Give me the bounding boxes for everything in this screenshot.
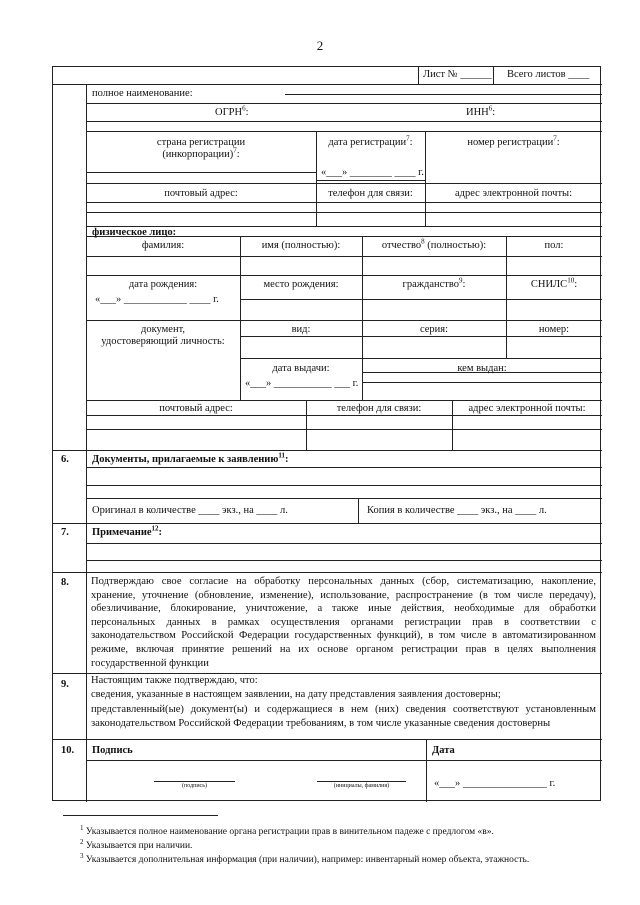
registration-number-label: номер регистрации$^7$: [467,134,560,148]
first-name-label: имя (полностью): [261,240,341,251]
section-7-title: Примечание$^{12}$: [92,524,163,538]
identity-document-label: документ, удостоверяющий личность: [101,324,225,348]
document-number-label: номер: [538,324,570,335]
email-label: адрес электронной почты: [454,188,573,199]
sheet-number-label: Лист № ______ [423,69,492,80]
citizenship-label: гражданство$^9$: [402,276,466,290]
issued-by-label: кем выдан: [457,363,507,374]
footnote-3: $^3$ Указывается дополнительная информация (при наличии), например: инвентарный номер объекта, этажность. [80,851,530,865]
snils-label: СНИЛС$^{10}$: [530,276,578,290]
section-10-number: 10. [61,745,75,756]
total-sheets-label: Всего листов ____ [507,69,590,80]
surname-label: фамилия: [141,240,185,251]
section-9-number: 9. [61,679,69,690]
signature-caption: (подпись) [182,783,207,789]
issue-date-field[interactable]: «___» ___________ ___ г. [245,378,359,389]
page-number: 2 [316,38,324,53]
phone-label: телефон для связи: [328,188,413,199]
individual-phone-label: телефон для связи: [336,403,422,414]
date-label: Дата [432,745,455,756]
full-name-label: полное наименование: [92,88,193,99]
birth-date-label: дата рождения: [128,279,198,290]
confirmation-text: представленный(ые) документ(ы) и содержащиеся в нем (них) сведения соответствуют установленным законодательством Российской Федерации требованиям, в том числе указанные сведения достоверны [91,704,596,729]
confirmation-line-1: сведения, указанные в настоящем заявлении, на дату представления заявления достоверны; [91,689,501,700]
individual-postal-label: почтовый адрес: [159,403,233,414]
application-form [52,66,601,801]
inn-label: ИНН$^6$: [466,104,496,118]
birth-place-label: место рождения: [263,279,339,290]
registration-date-field[interactable]: «___» ________ ____ г. [321,167,424,178]
registration-date-label: дата регистрации$^7$: [328,134,413,148]
section-7-number: 7. [61,527,69,538]
confirmation-intro: Настоящим также подтверждаю, что: [91,675,258,686]
signature-label: Подпись [92,745,133,756]
footnote-1: $^1$ Указывается полное наименование органа регистрации прав в винительном падеже с предлогом «в». [80,823,494,837]
postal-address-label: почтовый адрес: [164,188,238,199]
footnote-2: $^2$ Указывается при наличии. [80,837,193,851]
sex-label: пол: [544,240,564,251]
birth-date-field[interactable]: «___» ____________ ____ г. [95,294,219,305]
section-6-title: Документы, прилагаемые к заявлению$^{11}$: [92,451,289,465]
individual-email-label: адрес электронной почты: [468,403,586,414]
original-count-text: Оригинал в количестве ____ экз., на ____ л. [92,505,288,516]
initials-caption: (инициалы, фамилия) [333,783,390,789]
document-type-label: вид: [291,324,311,335]
consent-text: Подтверждаю свое согласие на обработку персональных данных (сбор, систематизацию, накопление, хранение, уточнение (обновление, изменение), использование, распространение (в том числе передачу), обезличивание, блокирование, уничтожение, а также иные действия, необходимые для обработки персональных данных в рамках осуществления органами регистрации прав в соответствии с законодательством Российской Федерации государственных функций), в том числе в автоматизированном режиме, включая принятие решений на их основе органом регистрации прав в целях выполнения государственной функции [91,576,596,669]
copy-count-text: Копия в количестве ____ экз., на ____ л. [367,505,547,516]
country-label: страна регистрации (инкорпорации)$^7$: [156,137,246,161]
patronymic-label: отчество$^8$ (полностью): [381,237,487,251]
individual-title: физическое лицо: [92,227,177,238]
section-8-number: 8. [61,577,69,588]
section-6-number: 6. [61,454,69,465]
issue-date-label: дата выдачи: [272,363,330,374]
document-series-label: серия: [419,324,449,335]
signature-date-field[interactable]: «___» ________________ г. [434,778,556,789]
ogrn-label: ОГРН$^6$: [215,104,249,118]
